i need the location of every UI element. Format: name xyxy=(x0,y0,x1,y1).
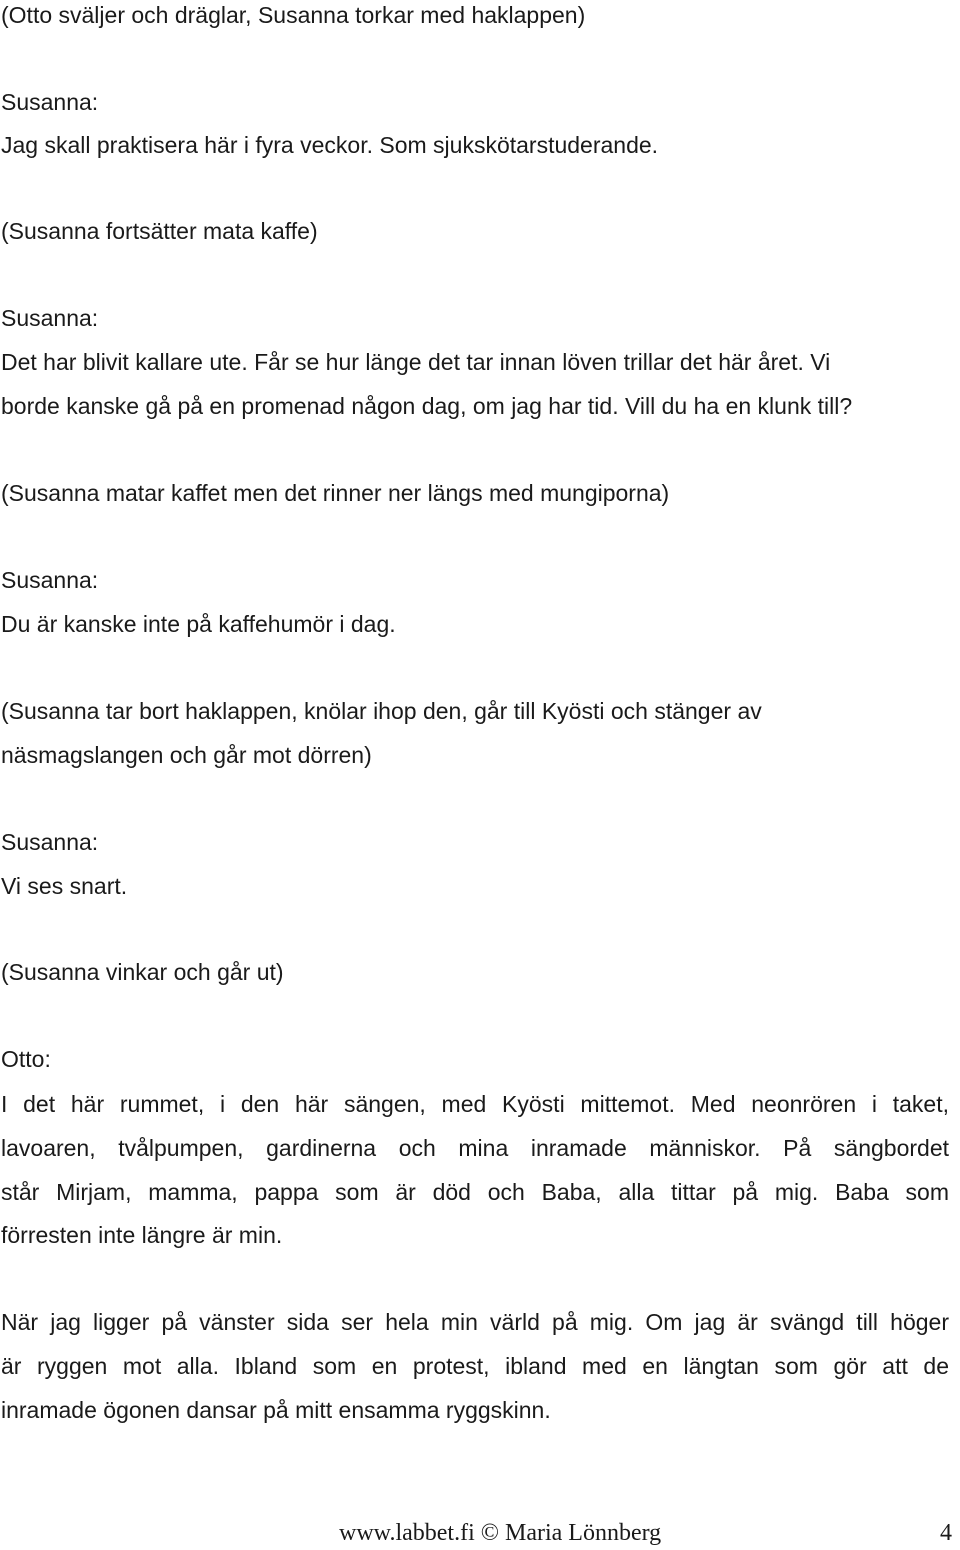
footer-site-text: www.labbet.fi © Maria Lönnberg xyxy=(339,1520,662,1546)
speaker-label: Susanna: xyxy=(1,89,99,115)
stage-direction: (Otto sväljer och dräglar, Susanna torkar med haklappen) xyxy=(1,2,586,28)
dialogue-line: Det har blivit kallare ute. Får se hur länge det tar innan löven trillar det här året. Vi xyxy=(1,349,831,375)
dialogue-line: Jag skall praktisera här i fyra veckor. Som sjukskötarstuderande. xyxy=(1,132,659,158)
stage-direction: (Susanna matar kaffet men det rinner ner längs med mungiporna) xyxy=(1,480,670,506)
monologue-line: lavoaren, tvålpumpen, gardinerna och mina inramade människor. På sängbordet xyxy=(1,1135,949,1161)
stage-direction: näsmagslangen och går mot dörren) xyxy=(1,742,372,768)
speaker-label: Susanna: xyxy=(1,829,99,855)
stage-direction: (Susanna tar bort haklappen, knölar ihop den, går till Kyösti och stänger av xyxy=(1,698,762,724)
monologue-line: står Mirjam, mamma, pappa som är död och Baba, alla tittar på mig. Baba som xyxy=(1,1179,949,1205)
dialogue-line: Du är kanske inte på kaffehumör i dag. xyxy=(1,611,396,637)
stage-direction: (Susanna fortsätter mata kaffe) xyxy=(1,218,318,244)
speaker-label: Susanna: xyxy=(1,305,99,331)
page-number: 4 xyxy=(940,1520,952,1546)
stage-direction: (Susanna vinkar och går ut) xyxy=(1,959,284,985)
monologue-line: När jag ligger på vänster sida ser hela min värld på mig. Om jag är svängd till höger xyxy=(1,1309,949,1335)
speaker-label: Otto: xyxy=(1,1046,51,1072)
monologue-line: är ryggen mot alla. Ibland som en protest, ibland med en längtan som gör att de xyxy=(1,1353,949,1379)
monologue-line: inramade ögonen dansar på mitt ensamma ryggskinn. xyxy=(1,1397,551,1423)
dialogue-line: Vi ses snart. xyxy=(1,873,128,899)
monologue-line: förresten inte längre är min. xyxy=(1,1222,283,1248)
dialogue-line: borde kanske gå på en promenad någon dag, om jag har tid. Vill du ha en klunk till? xyxy=(1,393,853,419)
monologue-line: I det här rummet, i den här sängen, med Kyösti mittemot. Med neonrören i taket, xyxy=(1,1091,949,1117)
speaker-label: Susanna: xyxy=(1,567,99,593)
